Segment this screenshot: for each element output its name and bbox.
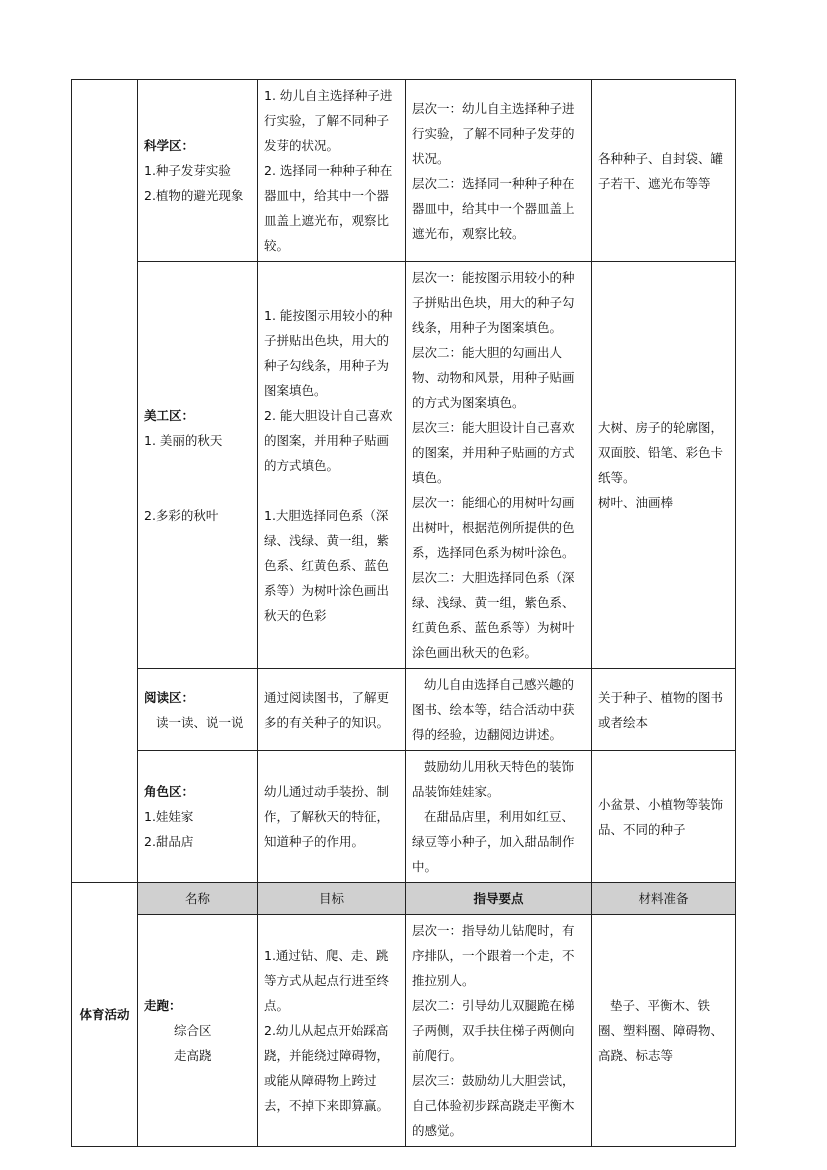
art-area-row (72, 262, 736, 669)
pe-guide-level: 层次三：鼓励幼儿大胆尝试，自己体验初步踩高跷走平衡木的感觉。 (412, 1073, 575, 1138)
reading-guide-text: 幼儿自由选择自己感兴趣的图书、绘本等，结合活动中获得的经验，边翻阅边讲述。 (412, 677, 575, 742)
science-materials: 各种种子、自封袋、罐子若干、遮光布等等 (592, 80, 736, 262)
art-area-title: 美工区： (144, 407, 195, 423)
science-goals (258, 80, 406, 262)
pe-material-text: 垫子、平衡木、铁圈、塑料圈、障碍物、高跷、标志等 (598, 998, 724, 1063)
reading-materials: 关于种子、植物的图书或者绘本 (592, 669, 736, 751)
art-item: 1. 美丽的秋天 (144, 432, 223, 448)
pe-area-name (138, 915, 258, 1147)
reading-area-row (72, 669, 736, 751)
art-guide-level: 层次一：能按图示用较小的种子拼贴出色块，用大的种子勾线条，用种子为图案填色。 (412, 270, 575, 335)
science-item: 2.植物的避光现象 (144, 188, 244, 203)
art-guide-level: 层次一：能细心的用树叶勾画出树叶，根据范例所提供的色系，选择同色系为树叶涂色。 (412, 495, 575, 560)
pe-guide-level: 层次一：指导幼儿钻爬时，有序排队，一个跟着一个走，不推拉别人。 (412, 923, 575, 988)
category-cell-empty (72, 80, 138, 883)
art-material: 大树、房子的轮廓图，双面胶、铅笔、彩色卡纸等。 (598, 420, 724, 485)
art-goals (258, 262, 406, 669)
art-material: 树叶、油画棒 (598, 495, 674, 510)
header-materials: 材料准备 (592, 883, 736, 915)
science-item: 1.种子发芽实验 (144, 163, 231, 178)
science-guide-level: 层次一：幼儿自主选择种子进行实验，了解不同种子发芽的状况。 (412, 100, 575, 166)
pe-header-row (72, 883, 736, 915)
science-area-row (72, 80, 736, 262)
pe-row (72, 915, 736, 1147)
pe-guide-level: 层次二：引导幼儿双腿跪在梯子两侧，双手扶住梯子两侧向前爬行。 (412, 998, 575, 1063)
pe-area-title: 走跑： (144, 998, 182, 1013)
science-guide-level: 层次二：选择同一种种子种在器皿中，给其中一个器皿盖上遮光布，观察比较。 (412, 175, 575, 241)
role-goal: 幼儿通过动手装扮、制作，了解秋天的特征，知道种子的作用。 (258, 751, 406, 883)
reading-item: 读一读、说一说 (156, 714, 244, 730)
role-area-name (138, 751, 258, 883)
art-guide-level: 层次二：大胆选择同色系（深绿、浅绿、黄一组，紫色系、红黄色系、蓝色系等）为树叶涂色画出秋天的色彩。 (412, 570, 575, 660)
art-item: 2.多彩的秋叶 (144, 507, 219, 523)
science-goal: 2. 选择同一种种子种在器皿中，给其中一个器皿盖上遮光布，观察比较。 (264, 163, 393, 253)
pe-category: 体育活动 (72, 883, 138, 1147)
pe-materials (592, 915, 736, 1147)
science-guide (406, 80, 592, 262)
art-area-name (138, 262, 258, 669)
science-goal: 1. 幼儿自主选择种子进行实验，了解不同种子发芽的状况。 (264, 88, 393, 153)
reading-guide (406, 669, 592, 751)
art-guide-level: 层次二：能大胆的勾画出人物、动物和风景，用种子贴画的方式为图案填色。 (412, 345, 575, 410)
art-goal: 2. 能大胆设计自己喜欢的图案，并用种子贴画的方式填色。 (264, 407, 393, 473)
header-guide: 指导要点 (406, 883, 592, 915)
role-item: 1.娃娃家 (144, 809, 194, 824)
role-materials: 小盆景、小植物等装饰品、不同的种子 (592, 751, 736, 883)
reading-area-title: 阅读区： (144, 689, 195, 705)
pe-item: 走高跷 (174, 1048, 212, 1063)
science-area-title: 科学区： (144, 138, 195, 153)
art-guide (406, 262, 592, 669)
pe-guide (406, 915, 592, 1147)
reading-goal: 通过阅读图书，了解更多的有关种子的知识。 (258, 669, 406, 751)
reading-area-name (138, 669, 258, 751)
pe-item: 综合区 (174, 1023, 212, 1038)
pe-goal: 1.通过钻、爬、走、跳等方式从起点行进至终点。 (264, 948, 390, 1013)
role-guide-text: 在甜品店里，利用如红豆、绿豆等小种子，加入甜品制作中。 (412, 809, 575, 874)
art-guide-level: 层次三：能大胆设计自己喜欢的图案，并用种子贴画的方式填色。 (412, 420, 575, 485)
role-guide-text: 鼓励幼儿用秋天特色的装饰品装饰娃娃家。 (412, 759, 575, 799)
art-goal: 1.大胆选择同色系（深绿、浅绿、黄一组，紫色系、红黄色系、蓝色系等）为树叶涂色画出秋天的色彩 (264, 507, 390, 623)
role-area-title: 角色区： (144, 784, 195, 799)
science-area-name (138, 80, 258, 262)
role-area-row (72, 751, 736, 883)
pe-goal: 2.幼儿从起点开始踩高跷，并能绕过障碍物，或能从障碍物上跨过去，不掉下来即算赢。 (264, 1023, 390, 1113)
activity-plan-table (71, 79, 736, 1147)
header-name: 名称 (138, 883, 258, 915)
pe-goals (258, 915, 406, 1147)
art-materials (592, 262, 736, 669)
role-item: 2.甜品店 (144, 834, 194, 849)
header-goal: 目标 (258, 883, 406, 915)
role-guide (406, 751, 592, 883)
art-goal: 1. 能按图示用较小的种子拼贴出色块，用大的种子勾线条，用种子为图案填色。 (264, 307, 393, 398)
